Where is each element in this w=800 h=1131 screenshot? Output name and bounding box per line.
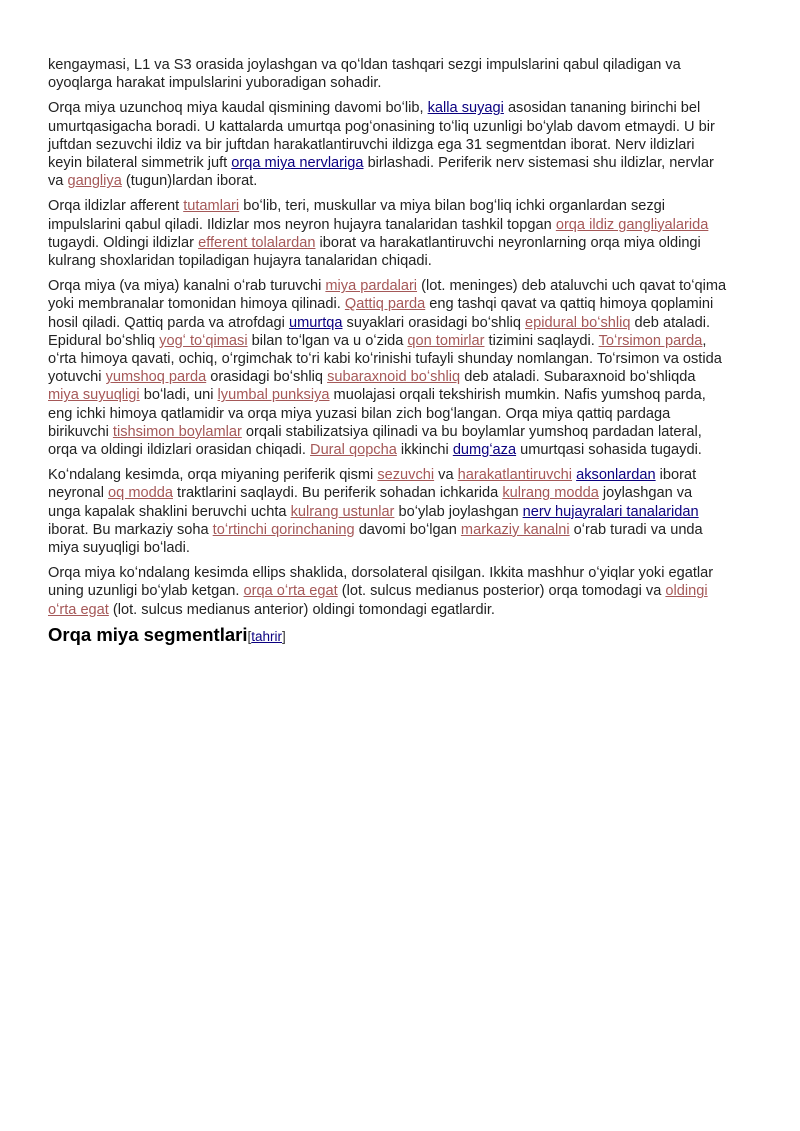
link-efferent-tolalardan[interactable]: efferent tolalardan [198,234,316,251]
bracket-open: [ [247,628,252,644]
text: (lot. meninges) deb ataluvchi uch qavat toʻqima yoki membranalar tomonidan himoya qilinadi. [48,278,727,313]
text: ikkinchi [396,442,453,459]
text: Orqa miya (va miya) kanalni oʻrab turuvchi [48,278,326,295]
link-aksonlardan[interactable]: aksonlardan [576,467,656,484]
link-kalla-suyagi[interactable]: kalla suyagi [427,100,504,117]
text: iborat. Bu markaziy soha [48,521,213,538]
link-nerv-hujayralari-tanalaridan[interactable]: nerv hujayralari tanalaridan [522,503,699,520]
paragraph-1 [48,56,728,92]
text: tizimini saqlaydi. [484,332,599,349]
link-lyumbal-punksiya[interactable]: lyumbal punksiya [217,387,330,404]
edit-link[interactable]: tahrir [251,628,283,644]
text: oʻrab turadi va unda miya suyuqligi boʻladi. [48,521,703,557]
link-epidural-boshliq[interactable]: epidural boʻshliq [525,314,631,331]
text: muolajasi orqali tekshirish mumkin. Nafis yumshoq parda, eng ichki himoya qatlamidir va orqa miya yuzasi bilan zich bogʻlangan. Orqa miya qattiq pardaga birikuvchi [48,387,706,440]
article-body [48,56,728,646]
text: orasidagi boʻshliq [206,369,328,386]
section-title: Orqa miya segmentlari [48,623,248,645]
text: eng tashqi qavat va qattiq himoya qoplamini hosil qiladi. Qattiq parda va atrofdagi [48,296,714,331]
paragraph-4 [48,277,728,459]
link-miya-suyuqligi[interactable]: miya suyuqligi [48,387,140,404]
text: , oʻrta himoya qavati, ochiq, oʻrgimchak toʻri kabi koʻrinishi tufayli shunday nomlangan. Toʻrsimon va ostida yotuvchi [48,332,722,386]
link-yumshoq-parda[interactable]: yumshoq parda [105,369,207,386]
link-orqa-ildiz-gangliyalarida[interactable]: orqa ildiz gangliyalarida [555,216,709,233]
paragraph-2 [48,99,728,190]
text: boʻlib, teri, muskullar va miya bilan bogʻliq ichki organlardan sezgi impulslarini qabul qiladi. Ildizlar mos neyron hujayra tanalaridan tashkil topgan [48,198,666,233]
text: umurtqasi sohasida tugaydi. [516,442,702,459]
text: bilan toʻlgan va u oʻzida [247,332,408,349]
text: kengaymasi, L1 va S3 orasida joylashgan va qoʻldan tashqari sezgi impulslarini qabul qiladigan va oyoqlarga harakat impulslarini yuboradigan sohadir. [48,57,681,92]
text: orqali stabilizatsiya qilinadi va bu boylamlar yumshoq pardadan lateral, orqa va oldingi ildizlari orasidan chiqadi. [48,423,702,459]
link-sezuvchi[interactable]: sezuvchi [377,467,435,484]
link-kulrang-ustunlar[interactable]: kulrang ustunlar [290,503,395,520]
text: davomi boʻlgan [354,521,461,538]
section-heading [48,623,728,646]
link-torsimon-parda[interactable]: Toʻrsimon parda [598,332,703,349]
text: va [434,467,458,484]
text: Orqa miya uzunchoq miya kaudal qismining davomi boʻlib, [48,100,428,117]
text: Orqa ildizlar afferent [48,198,184,215]
link-dural-qopcha[interactable]: Dural qopcha [310,442,397,459]
text: suyaklari orasidagi boʻshliq [342,314,526,331]
link-qattiq-parda[interactable]: Qattiq parda [344,296,426,313]
text: joylashgan va unga kapalak shaklini beruvchi uchta [48,485,693,520]
text: Orqa miya koʻndalang kesimda ellips shaklida, dorsolateral qisilgan. Ikkita mashhur oʻyiqlar yoki egatlar uning uzunligi boʻylab ketgan. [48,565,714,600]
bracket-close: ] [282,628,286,644]
text: (lot. sulcus medianus posterior) orqa tomodagi va [337,583,666,600]
text: iborat va harakatlantiruvchi neyronlarning orqa miya oldingi kulrang shoxlaridan topiladigan hujayra tanalaridan chiqadi. [48,234,701,270]
link-tortinchi-qorinchaning[interactable]: toʻrtinchi qorinchaning [212,521,355,538]
link-harakatlantiruvchi[interactable]: harakatlantiruvchi [457,467,573,484]
link-tishsimon-boylamlar[interactable]: tishsimon boylamlar [112,423,242,440]
link-tutamlari[interactable]: tutamlari [183,198,240,215]
link-miya-pardalari[interactable]: miya pardalari [325,278,418,295]
link-orqa-orta-egat[interactable]: orqa oʻrta egat [243,583,338,600]
text: iborat neyronal [48,467,697,502]
paragraph-6 [48,564,728,619]
link-markaziy-kanalni[interactable]: markaziy kanalni [460,521,570,538]
text: (tugun)lardan iborat. [121,173,258,190]
link-yog-toqimasi[interactable]: yogʻ toʻqimasi [159,332,248,349]
link-gangliya[interactable]: gangliya [67,173,122,190]
text: Koʻndalang kesimda, orqa miyaning periferik qismi [48,467,378,484]
paragraph-3 [48,197,728,270]
link-oq-modda[interactable]: oq modda [108,485,173,502]
link-umurtqa[interactable]: umurtqa [288,314,343,331]
text: deb ataladi. Epidural boʻshliq [48,314,711,349]
text: birlashadi. Periferik nerv sistemasi shu ildizlar, nervlar va [48,155,714,190]
link-oldingi-orta-egat[interactable]: oldingi oʻrta egat [48,583,708,618]
link-subaraxnoid-boshliq[interactable]: subaraxnoid boʻshliq [327,369,461,386]
text: tugaydi. Oldingi ildizlar [48,234,199,251]
text: traktlarini saqlaydi. Bu periferik sohadan ichkarida [172,485,503,502]
link-qon-tomirlar[interactable]: qon tomirlar [407,332,485,349]
text: asosidan tananing birinchi bel umurtqasigacha boradi. U kattalarda umurtqa pogʻonasining toʻliq uzunligi boʻylab davom etmaydi. U bir juftdan sezuvchi ildiz va bir juftdan harakatlantiruvchi ildizga ega 31 segmentdan iborat. Nerv ildizlari keyin bilateral simmetrik juft [48,100,715,172]
paragraph-5 [48,466,728,557]
link-dumgaza[interactable]: dumgʻaza [452,442,517,459]
text: boʻylab joylashgan [394,503,523,520]
text: (lot. sulcus medianus anterior) oldingi tomondagi egatlardir. [108,601,495,618]
text: deb ataladi. Subaraxnoid boʻshliqda [460,369,696,386]
edit-section [247,629,285,644]
link-orqa-miya-nervlariga[interactable]: orqa miya nervlariga [231,155,364,172]
text: boʻladi, uni [139,387,218,404]
link-kulrang-modda[interactable]: kulrang modda [502,485,599,502]
